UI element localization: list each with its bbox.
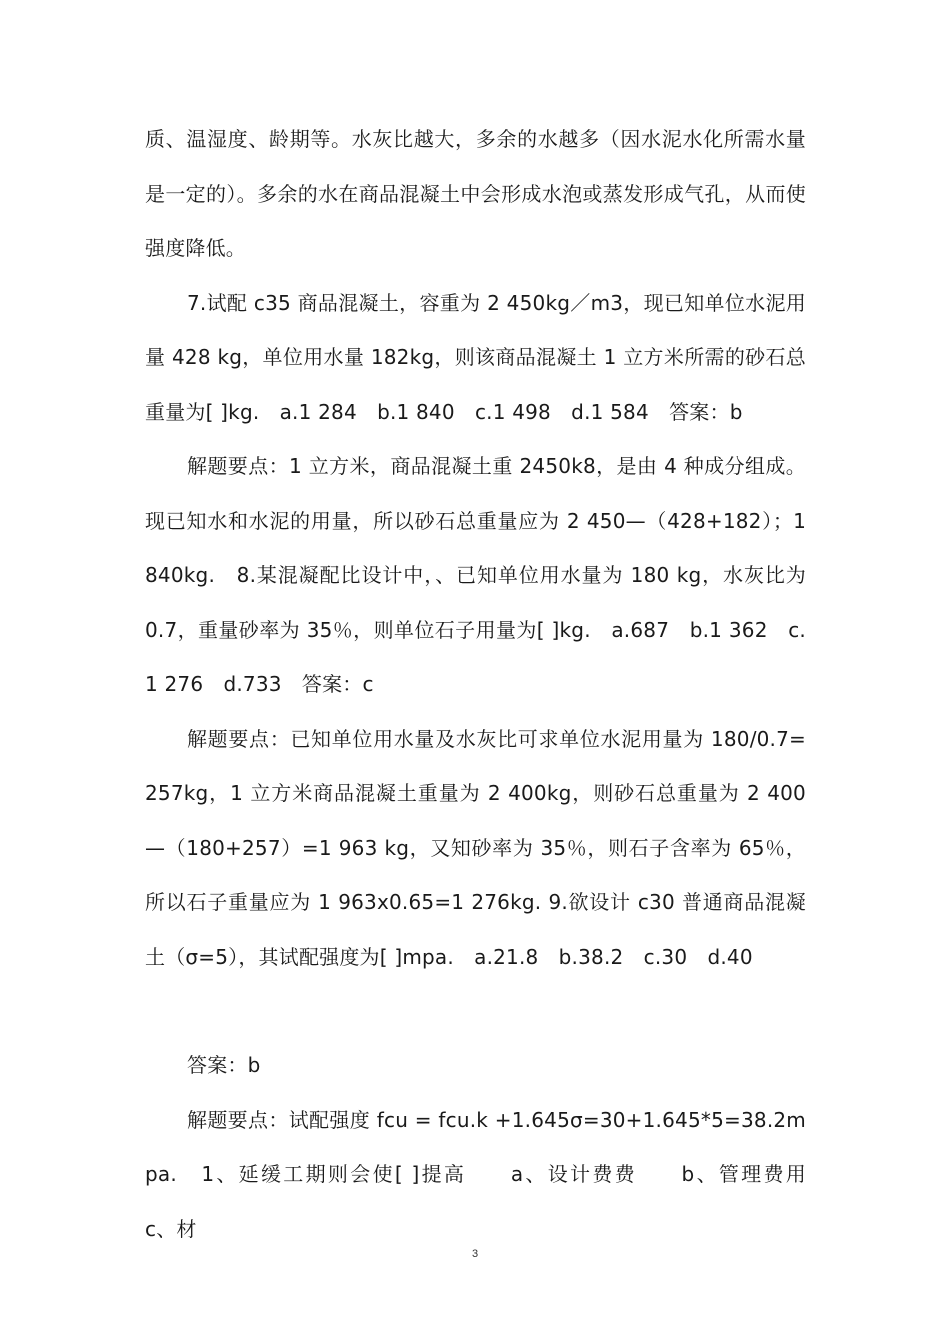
paragraph-solution-8-question-9: 解题要点：已知单位用水量及水灰比可求单位水泥用量为 180/0.7=257kg，1 立方米商品混凝土重量为 2 400kg，则砂石总重量为 2 400—（180+257）=1 963 kg，又知砂率为 35％，则石子含率为 65％，所以石子重量应为 1 963x0.65=1 276kg. 9.欲设计 c30 普通商品混凝土（σ=5），其试配强度为[ ]mpa. a.21.8 b.38.2 c.30 d.40	[145, 726, 806, 969]
paragraph-answer-9: 答案：b	[187, 1053, 261, 1077]
paragraph-strength-factors: 质、温湿度、龄期等。水灰比越大，多余的水越多（因水泥水化所需水量是一定的）。多余的水在商品混凝土中会形成水泡或蒸发形成气孔，从而使强度降低。	[145, 127, 806, 260]
document-body	[145, 112, 847, 1256]
paragraph-solution-9: 解题要点：试配强度 fcu = fcu.k +1.645σ=30+1.645*5=38.2mpa. 1、延缓工期则会使[ ]提高 a、设计费费 b、管理费用 c、材	[145, 1107, 847, 1241]
paragraph-gap	[145, 984, 806, 1038]
paragraph-solution-7-question-8: 解题要点：1 立方米，商品混凝土重 2450k8，是由 4 种成分组成。现已知水和水泥的用量，所以砂石总重量应为 2 450—（428+182）；1 840kg. 8.某混凝配比设计中，、已知单位用水量为 180 kg，水灰比为 0.7，重量砂率为 35％，则单位石子用量为[ ]kg. a.687 b.1 362 c.1 276 d.733 答案：c	[145, 454, 806, 696]
page-number: 3	[471, 1248, 479, 1260]
paragraph-question-7: 7.试配 c35 商品混凝土，容重为 2 450kg／m3，现已知单位水泥用量 428 kg，单位用水量 182kg，则该商品混凝土 1 立方米所需的砂石总重量为[ ]kg. a.1 284 b.1 840 c.1 498 d.1 584 答案：b	[145, 290, 806, 424]
